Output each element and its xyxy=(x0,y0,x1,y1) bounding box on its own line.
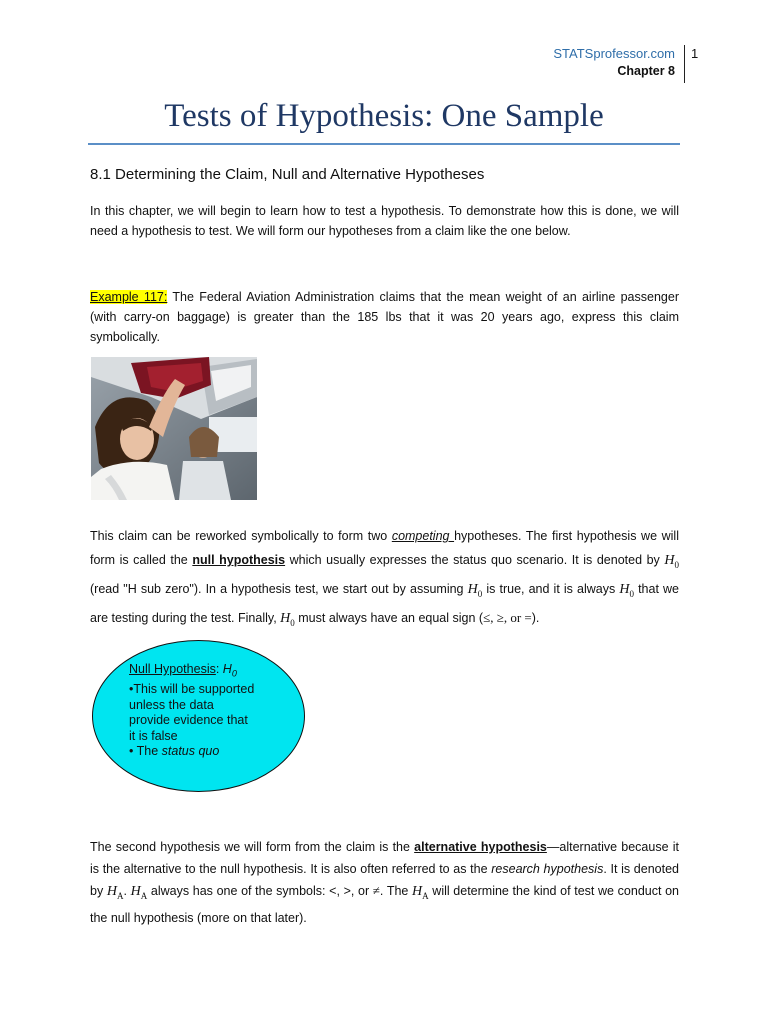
text-run: is true, and it is always xyxy=(482,581,620,596)
text-run: which usually expresses the status quo scenario. It is denoted by xyxy=(285,553,665,567)
ellipse-line: provide evidence that xyxy=(129,713,248,728)
title-underline xyxy=(88,143,680,145)
text-run: The second hypothesis we will form from the claim is the xyxy=(90,840,415,854)
text-run: always has one of the symbols: <, >, or xyxy=(147,884,373,898)
research-hypothesis-term: research hypothesis xyxy=(491,862,604,876)
site-name: STATSprofessor.com xyxy=(553,46,675,61)
passengers-photo xyxy=(91,357,257,500)
competing-term: competing xyxy=(391,529,455,543)
alternative-hypothesis-paragraph xyxy=(90,836,679,929)
text-run: —alternative because it is the alternative to the null hypothesis. It is also often referred to as the xyxy=(90,840,679,876)
not-equal-sign: ≠ xyxy=(372,883,380,898)
page-number: 1 xyxy=(691,46,699,61)
ha-symbol: $H_A$ xyxy=(106,884,124,901)
ha-symbol: $H_A$ xyxy=(412,884,429,901)
text-run: This claim can be reworked symbolically to form two xyxy=(90,529,392,543)
status-quo-term: status quo xyxy=(161,744,220,759)
ellipse-h0: $H_0$ xyxy=(222,662,237,679)
null-hypothesis-paragraph xyxy=(90,524,679,634)
text-run: . The xyxy=(379,884,413,898)
text-run: must always have an equal sign ( xyxy=(294,610,484,625)
h0-symbol: $H_0$ xyxy=(467,581,483,599)
example-paragraph xyxy=(90,287,679,347)
text-run: will determine the kind of test we conduct on the null hypothesis (more on that later). xyxy=(90,884,679,925)
null-hypothesis-term: null hypothesis xyxy=(192,553,286,567)
text-run: (read "H sub zero"). In a hypothesis test, we start out by assuming xyxy=(90,581,468,596)
ellipse-heading: Null Hypothesis xyxy=(129,662,216,676)
chapter-label: Chapter 8 xyxy=(617,64,675,78)
example-text: The Federal Aviation Administration claims that the mean weight of an airline passenger (with carry-on baggage) is greater than the 185 lbs that it was 20 years ago, express this claim symbolically. xyxy=(90,290,679,344)
ellipse-line: it is false xyxy=(129,728,178,743)
header-divider xyxy=(684,45,685,83)
text-run: that we are testing during the test. Finally, xyxy=(90,581,679,625)
ha-symbol: $H_A$ xyxy=(130,884,148,901)
page-title: Tests of Hypothesis: One Sample xyxy=(164,98,604,134)
text-run: hypotheses. The first hypothesis we will form is called the xyxy=(90,529,679,567)
text-run: ). xyxy=(531,610,540,625)
section-heading: 8.1 Determining the Claim, Null and Alternative Hypotheses xyxy=(90,166,485,183)
text-run: . xyxy=(123,884,131,898)
example-label: Example 117: xyxy=(90,290,168,304)
h0-symbol: $H_0$ xyxy=(619,581,634,599)
ellipse-line: • The xyxy=(129,744,162,759)
ellipse-line: •This will be supported xyxy=(129,682,255,697)
h0-symbol: $H_0$ xyxy=(664,553,679,570)
text-run: . It is denoted by xyxy=(90,862,679,898)
null-hypothesis-ellipse-text xyxy=(129,662,289,760)
text-run: : xyxy=(215,662,223,676)
ellipse-line: unless the data xyxy=(129,697,214,712)
h0-symbol: $H_0$ xyxy=(280,610,295,628)
intro-paragraph: In this chapter, we will begin to learn how to test a hypothesis. To demonstrate how this is done, we will need a hypothesis to test. We will form our hypotheses from a claim like the one below. xyxy=(90,204,679,238)
equality-signs: ≤, ≥, or = xyxy=(483,609,532,625)
alternative-hypothesis-term: alternative hypothesis xyxy=(414,840,547,854)
